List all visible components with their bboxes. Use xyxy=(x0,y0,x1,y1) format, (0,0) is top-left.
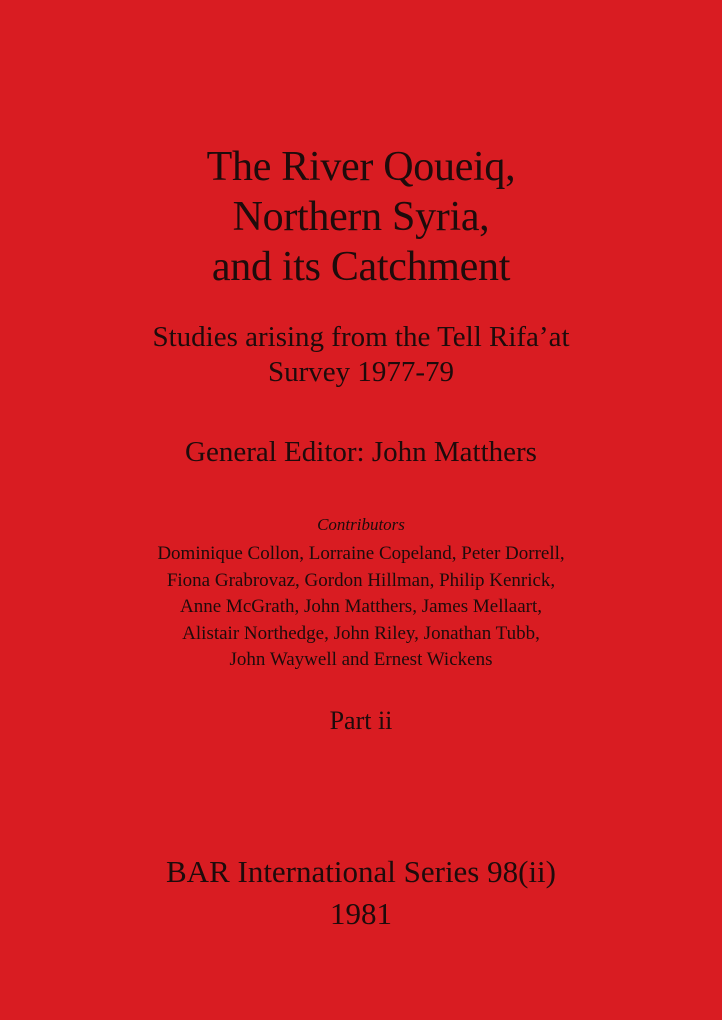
contributors-list xyxy=(0,541,722,674)
general-editor: General Editor: John Matthers xyxy=(185,436,537,468)
publication-year: 1981 xyxy=(330,896,392,931)
contributor-line: Fiona Grabrovaz, Gordon Hillman, Philip Kenrick, xyxy=(166,569,556,591)
subtitle-line: Studies arising from the Tell Rifa’at xyxy=(152,321,570,353)
title-line: and its Catchment xyxy=(211,244,511,290)
contributor-line: John Waywell and Ernest Wickens xyxy=(229,649,493,670)
contributors-heading: Contributors xyxy=(317,515,405,534)
book-subtitle xyxy=(0,320,722,390)
contributor-line: Alistair Northedge, John Riley, Jonathan Tubb, xyxy=(182,622,540,644)
series-label: BAR International Series 98(ii) xyxy=(166,854,556,889)
part-label: Part ii xyxy=(329,706,393,735)
subtitle-line: Survey 1977-79 xyxy=(267,356,455,388)
contributor-line: Dominique Collon, Lorraine Copeland, Peter Dorrell, xyxy=(157,543,565,564)
title-line: Northern Syria, xyxy=(232,194,490,240)
title-line: The River Qoueiq, xyxy=(206,144,516,190)
contributor-line: Anne McGrath, John Matthers, James Mellaart, xyxy=(180,596,542,617)
book-title xyxy=(0,142,722,292)
